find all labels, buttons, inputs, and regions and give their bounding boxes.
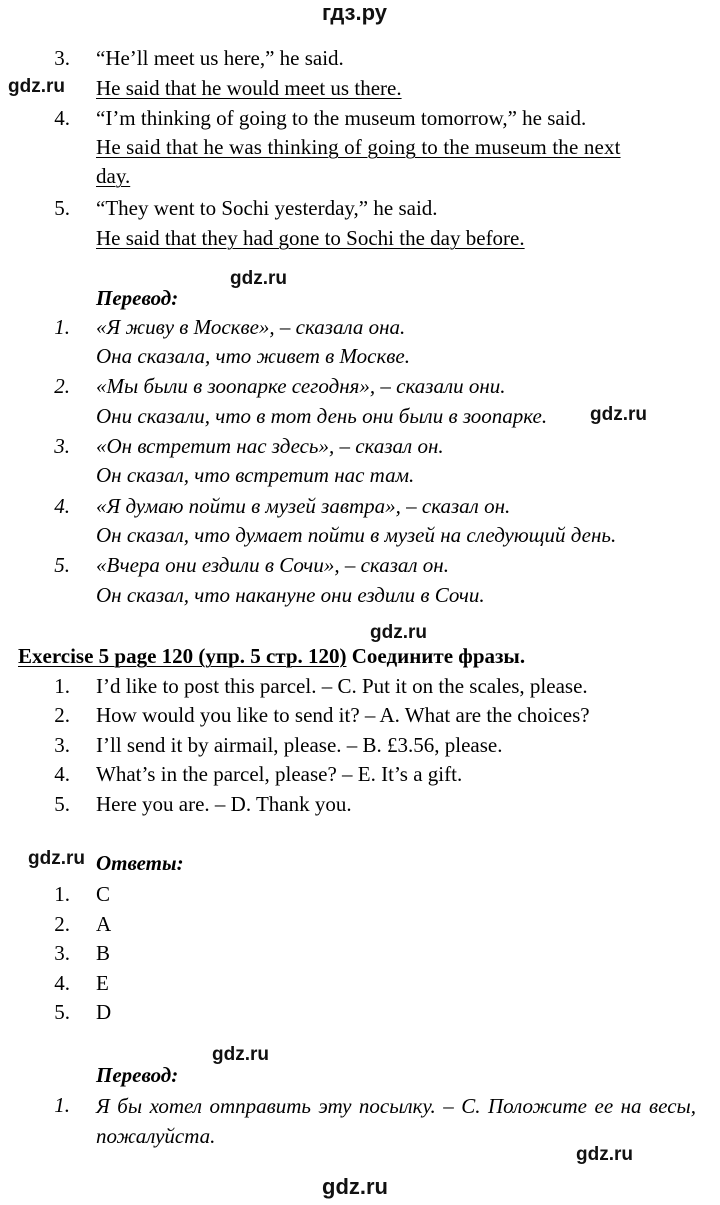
quote-text: “I’m thinking of going to the museum tomorrow,” he said.: [96, 106, 587, 130]
list-number: 3.: [54, 434, 70, 458]
translation-heading: Перевод:: [96, 1063, 179, 1087]
answer-text-continued: day.: [96, 164, 131, 188]
watermark: gdz.ru: [370, 622, 427, 643]
watermark: gdz.ru: [212, 1044, 269, 1065]
translation-line: Она сказала, что живет в Москве.: [96, 344, 410, 368]
answer-letter: C: [96, 882, 111, 906]
translation-line: Я бы хотел отправить эту посылку. – C. Положите ее на весы, пожалуйста.: [96, 1094, 696, 1148]
answer-letter: A: [96, 912, 112, 936]
list-number: 2.: [54, 374, 70, 398]
list-number: 1.: [54, 674, 70, 698]
translation-line: Он сказал, что встретит нас там.: [96, 463, 415, 487]
translation-line: «Я думаю пойти в музей завтра», – сказал он.: [96, 494, 511, 518]
list-number: 2.: [54, 912, 70, 936]
exercise-item: I’d like to post this parcel. – C. Put it on the scales, please.: [96, 674, 588, 698]
list-number: 1.: [54, 882, 70, 906]
list-number: 4.: [54, 762, 70, 786]
translation-line: Он сказал, что накануне они ездили в Сочи.: [96, 583, 485, 607]
exercise-title-instruction: Соедините фразы.: [346, 644, 526, 668]
list-number: 1.: [54, 1093, 70, 1117]
quote-text: “He’ll meet us here,” he said.: [96, 46, 344, 70]
watermark: gdz.ru: [576, 1144, 633, 1165]
exercise-item: What’s in the parcel, please? – E. It’s a gift.: [96, 762, 463, 786]
list-number: 3.: [54, 733, 70, 757]
exercise-item: How would you like to send it? – A. What are the choices?: [96, 703, 590, 727]
footer-site-link[interactable]: gdz.ru: [322, 1174, 388, 1199]
list-number: 4.: [54, 971, 70, 995]
translation-line: «Вчера они ездили в Сочи», – сказал он.: [96, 553, 449, 577]
translation-line: «Мы были в зоопарке сегодня», – сказали они.: [96, 374, 506, 398]
watermark: gdz.ru: [28, 848, 85, 869]
answer-letter: D: [96, 1000, 112, 1024]
quote-text: “They went to Sochi yesterday,” he said.: [96, 196, 438, 220]
watermark: gdz.ru: [230, 268, 287, 289]
list-number: 5.: [54, 553, 70, 577]
list-number: 4.: [54, 106, 70, 130]
exercise-item: Here you are. – D. Thank you.: [96, 792, 352, 816]
exercise-title-underlined: Exercise 5 page 120 (упр. 5 стр. 120): [18, 644, 347, 668]
exercise-item: I’ll send it by airmail, please. – B. £3.56, please.: [96, 733, 503, 757]
answer-text: He said that he would meet us there.: [96, 76, 402, 100]
list-number: 5.: [54, 196, 70, 220]
watermark: gdz.ru: [590, 404, 647, 425]
watermark: gdz.ru: [8, 76, 65, 97]
list-number: 2.: [54, 703, 70, 727]
list-number: 3.: [54, 941, 70, 965]
list-number: 5.: [54, 1000, 70, 1024]
list-number: 5.: [54, 792, 70, 816]
site-title[interactable]: гдз.ру: [322, 0, 387, 25]
list-number: 1.: [54, 315, 70, 339]
list-number: 3.: [54, 46, 70, 70]
translation-line: «Он встретит нас здесь», – сказал он.: [96, 434, 444, 458]
translation-line: «Я живу в Москве», – сказала она.: [96, 315, 406, 339]
exercise-title: [18, 642, 525, 670]
answers-heading: Ответы:: [96, 851, 184, 875]
answer-letter: B: [96, 941, 111, 965]
answer-text: He said that he was thinking of going to the museum the next: [96, 135, 621, 159]
translation-line: Они сказали, что в тот день они были в зоопарке.: [96, 404, 548, 428]
answer-text: He said that they had gone to Sochi the day before.: [96, 226, 525, 250]
list-number: 4.: [54, 494, 70, 518]
translation-heading: Перевод:: [96, 286, 179, 310]
translation-line: Он сказал, что думает пойти в музей на следующий день.: [96, 523, 617, 547]
answer-letter: E: [96, 971, 109, 995]
